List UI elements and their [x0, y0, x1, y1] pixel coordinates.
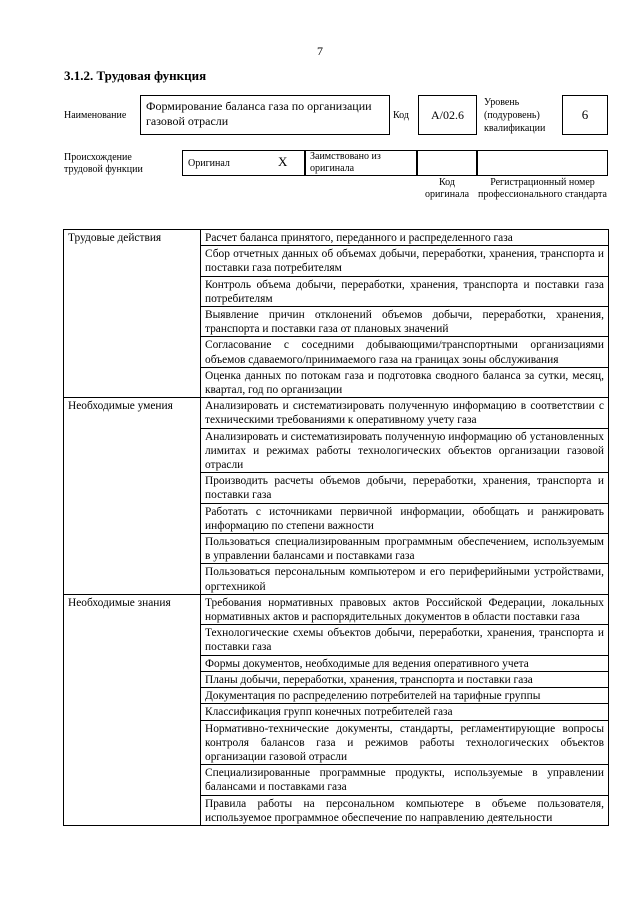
list-item: Технологические схемы объектов добычи, переработки, хранения, транспорта и поставки газа	[201, 625, 609, 655]
original-label: Оригинал	[188, 158, 230, 169]
list-item: Сбор отчетных данных об объемах добычи, переработки, хранения, транспорта и поставки газа потребителям	[201, 246, 609, 276]
registration-number-caption: Регистрационный номер профессионального стандарта	[478, 177, 607, 200]
list-item: Анализировать и систематизировать полученную информацию об установленных лимитах и режимах работы технологических объектов организации газовой отрасли	[201, 428, 609, 473]
list-item: Производить расчеты объемов добычи, переработки, хранения, транспорта и поставки газа	[201, 473, 609, 503]
page-number: 7	[317, 44, 323, 58]
origin-label: Происхождение трудовой функции	[64, 152, 143, 175]
name-label: Наименование	[64, 110, 127, 121]
list-item: Планы добычи, переработки, хранения, транспорта и поставки газа	[201, 671, 609, 687]
list-item: Классификация групп конечных потребителей газа	[201, 704, 609, 720]
function-code-field: A/02.6	[418, 95, 477, 135]
original-mark: X	[278, 154, 288, 169]
section-title-required-knowledge: Необходимые знания	[64, 594, 201, 825]
section-title-required-skills: Необходимые умения	[64, 398, 201, 595]
list-item: Документация по распределению потребителей на тарифные группы	[201, 688, 609, 704]
list-item: Работать с источниками первичной информации, обобщать и ранжировать информацию по степени важности	[201, 503, 609, 533]
table-row	[64, 398, 609, 428]
qualification-level-field: 6	[562, 95, 608, 135]
registration-number-cell	[477, 150, 608, 176]
borrowed-label: Заимствовано из оригинала	[310, 151, 381, 174]
list-item: Формы документов, необходимые для ведения оперативного учета	[201, 655, 609, 671]
list-item: Специализированные программные продукты, используемые в управлении балансами и поставками газа	[201, 765, 609, 795]
list-item: Нормативно-технические документы, стандарты, регламентирующие вопросы контроля балансов газа и режимов работы технологических объектов организации газовой отрасли	[201, 720, 609, 765]
level-label: Уровень (подуровень) квалификации	[484, 97, 546, 134]
list-item: Контроль объема добычи, переработки, хранения, транспорта и поставки газа потребителям	[201, 276, 609, 306]
list-item: Пользоваться специализированным программным обеспечением, используемым в управлении балансами и поставками газа	[201, 534, 609, 564]
table-row	[64, 230, 609, 246]
original-code-caption: Код оригинала	[424, 177, 470, 200]
section-title-labor-actions: Трудовые действия	[64, 230, 201, 398]
list-item: Расчет баланса принятого, переданного и распределенного газа	[201, 230, 609, 246]
function-details-table	[63, 229, 609, 826]
list-item: Требования нормативных правовых актов Российской Федерации, локальных нормативных актов и распорядительных документов в области поставки газа	[201, 594, 609, 624]
table-row	[64, 594, 609, 624]
list-item: Оценка данных по потокам газа и подготовка сводного баланса за сутки, месяц, квартал, год по организации	[201, 367, 609, 397]
list-item: Согласование с соседними добывающими/транспортными организациями объемов сдаваемого/принимаемого газа на границах зоны обслуживания	[201, 337, 609, 367]
function-name-field: Формирование баланса газа по организации газовой отрасли	[140, 95, 390, 135]
list-item: Выявление причин отклонений объемов добычи, переработки, хранения, транспорта и поставки газа от плановых значений	[201, 307, 609, 337]
list-item: Анализировать и систематизировать полученную информацию в соответствии с техническими требованиями к оперативному учету газа	[201, 398, 609, 428]
section-title: 3.1.2. Трудовая функция	[64, 68, 207, 83]
code-label: Код	[393, 110, 409, 121]
list-item: Пользоваться персональным компьютером и его периферийными устройствами, оргтехникой	[201, 564, 609, 594]
list-item: Правила работы на персональном компьютере в объеме пользователя, используемое программное обеспечение по направлению деятельности	[201, 795, 609, 825]
original-code-cell	[417, 150, 477, 176]
